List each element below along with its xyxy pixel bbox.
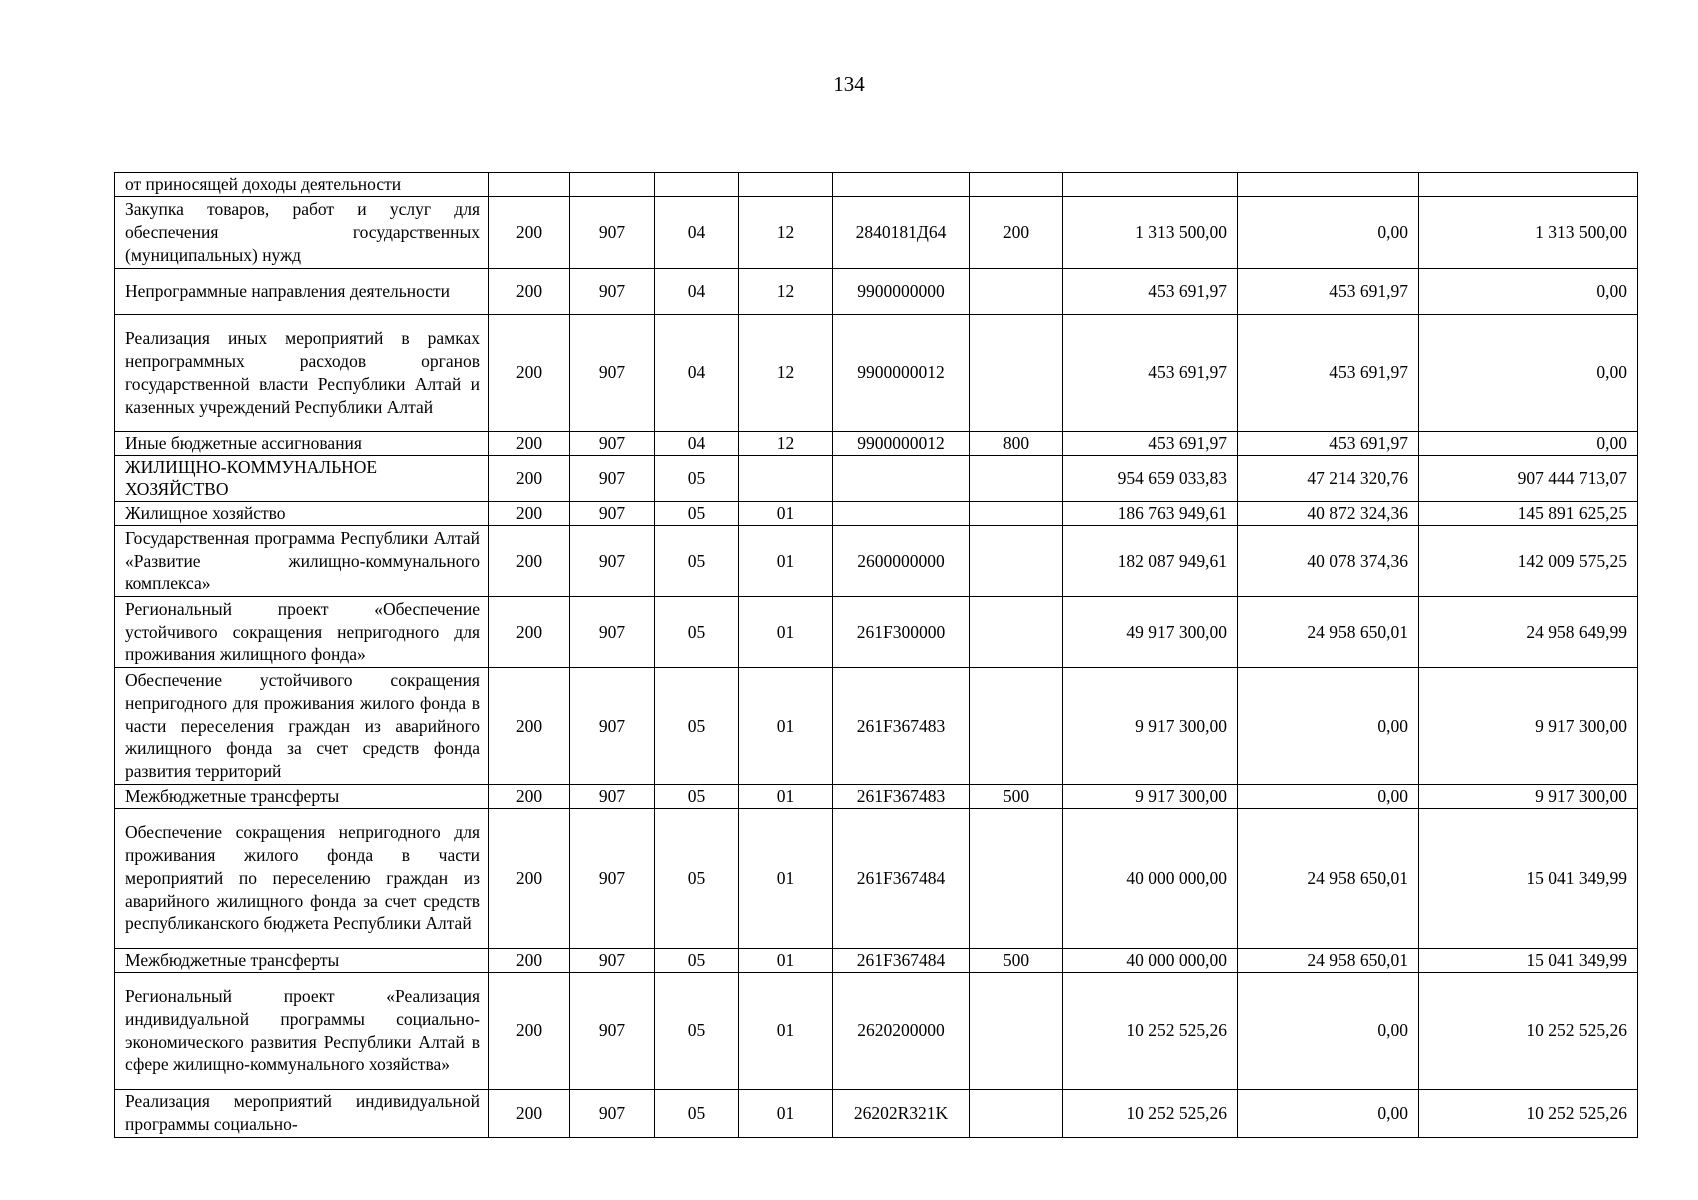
expense-type-cell: 500 <box>970 784 1063 808</box>
subsection-code-cell <box>739 455 833 502</box>
table-row <box>115 596 1638 667</box>
amount-cell-2: 40 078 374,36 <box>1238 525 1419 596</box>
row-name-cell: Обеспечение устойчивого сокращения непригодного для проживания жилого фонда в части переселения граждан из аварийного жилищного фонда за счет средств фонда развития территорий <box>115 667 489 784</box>
total-amount-cell: 453 691,97 <box>1063 431 1238 455</box>
row-name-cell: Непрограммные направления деятельности <box>115 268 489 314</box>
target-article-cell <box>833 455 970 502</box>
amount-cell-2: 453 691,97 <box>1238 431 1419 455</box>
admin-code-cell: 200 <box>489 667 570 784</box>
row-name-cell: Государственная программа Республики Алтай «Развитие жилищно-коммунального комплекса» <box>115 525 489 596</box>
section-code-cell: 05 <box>655 948 739 972</box>
target-article-cell: 261F367483 <box>833 667 970 784</box>
ministry-code-cell: 907 <box>570 196 655 268</box>
amount-cell-3: 907 444 713,07 <box>1419 455 1638 502</box>
ministry-code-cell: 907 <box>570 667 655 784</box>
total-amount-cell: 1 313 500,00 <box>1063 196 1238 268</box>
row-name-cell: Реализация мероприятий индивидуальной программы социально- <box>115 1089 489 1137</box>
total-amount-cell: 453 691,97 <box>1063 314 1238 431</box>
amount-cell-2: 24 958 650,01 <box>1238 596 1419 667</box>
total-amount-cell: 954 659 033,83 <box>1063 455 1238 502</box>
row-name-cell: ЖИЛИЩНО-КОММУНАЛЬНОЕ ХОЗЯЙСТВО <box>115 455 489 502</box>
total-amount-cell: 40 000 000,00 <box>1063 948 1238 972</box>
section-code-cell: 05 <box>655 525 739 596</box>
admin-code-cell: 200 <box>489 972 570 1089</box>
amount-cell-3: 0,00 <box>1419 268 1638 314</box>
ministry-code-cell: 907 <box>570 948 655 972</box>
amount-cell-3: 10 252 525,26 <box>1419 972 1638 1089</box>
section-code-cell: 04 <box>655 268 739 314</box>
ministry-code-cell: 907 <box>570 455 655 502</box>
target-article-cell <box>833 173 970 197</box>
amount-cell-2: 47 214 320,76 <box>1238 455 1419 502</box>
admin-code-cell <box>489 173 570 197</box>
section-code-cell: 05 <box>655 808 739 948</box>
table-row <box>115 196 1638 268</box>
ministry-code-cell <box>570 173 655 197</box>
target-article-cell: 261F300000 <box>833 596 970 667</box>
subsection-code-cell: 12 <box>739 268 833 314</box>
target-article-cell: 261F367483 <box>833 784 970 808</box>
total-amount-cell <box>1063 173 1238 197</box>
amount-cell-3: 9 917 300,00 <box>1419 667 1638 784</box>
ministry-code-cell: 907 <box>570 596 655 667</box>
amount-cell-2: 40 872 324,36 <box>1238 502 1419 526</box>
total-amount-cell: 10 252 525,26 <box>1063 972 1238 1089</box>
row-name-cell: Межбюджетные трансферты <box>115 784 489 808</box>
admin-code-cell: 200 <box>489 502 570 526</box>
amount-cell-2: 24 958 650,01 <box>1238 948 1419 972</box>
amount-cell-3: 1 313 500,00 <box>1419 196 1638 268</box>
subsection-code-cell: 12 <box>739 431 833 455</box>
section-code-cell: 05 <box>655 972 739 1089</box>
target-article-cell: 261F367484 <box>833 948 970 972</box>
target-article-cell: 9900000000 <box>833 268 970 314</box>
subsection-code-cell: 12 <box>739 314 833 431</box>
expense-type-cell <box>970 808 1063 948</box>
expense-type-cell <box>970 525 1063 596</box>
amount-cell-3: 0,00 <box>1419 314 1638 431</box>
total-amount-cell: 9 917 300,00 <box>1063 667 1238 784</box>
total-amount-cell: 10 252 525,26 <box>1063 1089 1238 1137</box>
table-row <box>115 667 1638 784</box>
subsection-code-cell: 01 <box>739 808 833 948</box>
table-body <box>115 173 1638 1138</box>
section-code-cell: 05 <box>655 502 739 526</box>
ministry-code-cell: 907 <box>570 972 655 1089</box>
ministry-code-cell: 907 <box>570 784 655 808</box>
table-row <box>115 314 1638 431</box>
expense-type-cell <box>970 972 1063 1089</box>
table-row <box>115 268 1638 314</box>
section-code-cell: 05 <box>655 1089 739 1137</box>
amount-cell-3: 145 891 625,25 <box>1419 502 1638 526</box>
budget-table <box>114 172 1638 1138</box>
page-number: 134 <box>833 72 865 96</box>
ministry-code-cell: 907 <box>570 314 655 431</box>
subsection-code-cell: 12 <box>739 196 833 268</box>
amount-cell-2: 0,00 <box>1238 972 1419 1089</box>
row-name-cell: Региональный проект «Реализация индивидуальной программы социально-экономического развития Республики Алтай в сфере жилищно-коммунального хозяйства» <box>115 972 489 1089</box>
admin-code-cell: 200 <box>489 314 570 431</box>
ministry-code-cell: 907 <box>570 502 655 526</box>
table-row <box>115 808 1638 948</box>
amount-cell-3: 0,00 <box>1419 431 1638 455</box>
ministry-code-cell: 907 <box>570 525 655 596</box>
subsection-code-cell <box>739 173 833 197</box>
admin-code-cell: 200 <box>489 431 570 455</box>
section-code-cell: 05 <box>655 784 739 808</box>
expense-type-cell <box>970 268 1063 314</box>
expense-type-cell <box>970 314 1063 431</box>
row-name-cell: Закупка товаров, работ и услуг для обеспечения государственных (муниципальных) нужд <box>115 196 489 268</box>
row-name-cell: Жилищное хозяйство <box>115 502 489 526</box>
subsection-code-cell: 01 <box>739 1089 833 1137</box>
amount-cell-3: 15 041 349,99 <box>1419 948 1638 972</box>
amount-cell-2: 0,00 <box>1238 196 1419 268</box>
table-row <box>115 173 1638 197</box>
expense-type-cell <box>970 1089 1063 1137</box>
ministry-code-cell: 907 <box>570 268 655 314</box>
target-article-cell: 2840181Д64 <box>833 196 970 268</box>
amount-cell-2: 453 691,97 <box>1238 314 1419 431</box>
amount-cell-2: 0,00 <box>1238 784 1419 808</box>
section-code-cell <box>655 173 739 197</box>
expense-type-cell <box>970 667 1063 784</box>
admin-code-cell: 200 <box>489 455 570 502</box>
amount-cell-2: 0,00 <box>1238 667 1419 784</box>
row-name-cell: Реализация иных мероприятий в рамках непрограммных расходов органов государственной власти Республики Алтай и казенных учреждений Республики Алтай <box>115 314 489 431</box>
expense-type-cell <box>970 596 1063 667</box>
subsection-code-cell: 01 <box>739 972 833 1089</box>
subsection-code-cell: 01 <box>739 596 833 667</box>
subsection-code-cell: 01 <box>739 525 833 596</box>
ministry-code-cell: 907 <box>570 1089 655 1137</box>
subsection-code-cell: 01 <box>739 784 833 808</box>
target-article-cell: 2600000000 <box>833 525 970 596</box>
expense-type-cell <box>970 502 1063 526</box>
subsection-code-cell: 01 <box>739 502 833 526</box>
amount-cell-3: 142 009 575,25 <box>1419 525 1638 596</box>
row-name-cell: Обеспечение сокращения непригодного для проживания жилого фонда в части мероприятий по переселению граждан из аварийного жилищного фонда за счет средств республиканского бюджета Республики Алтай <box>115 808 489 948</box>
section-code-cell: 05 <box>655 596 739 667</box>
total-amount-cell: 49 917 300,00 <box>1063 596 1238 667</box>
ministry-code-cell: 907 <box>570 808 655 948</box>
target-article-cell <box>833 502 970 526</box>
total-amount-cell: 9 917 300,00 <box>1063 784 1238 808</box>
admin-code-cell: 200 <box>489 1089 570 1137</box>
total-amount-cell: 182 087 949,61 <box>1063 525 1238 596</box>
expense-type-cell: 800 <box>970 431 1063 455</box>
amount-cell-2: 0,00 <box>1238 1089 1419 1137</box>
amount-cell-2: 453 691,97 <box>1238 268 1419 314</box>
admin-code-cell: 200 <box>489 948 570 972</box>
admin-code-cell: 200 <box>489 808 570 948</box>
total-amount-cell: 453 691,97 <box>1063 268 1238 314</box>
expense-type-cell <box>970 455 1063 502</box>
target-article-cell: 26202R321K <box>833 1089 970 1137</box>
row-name-cell: Межбюджетные трансферты <box>115 948 489 972</box>
amount-cell-3 <box>1419 173 1638 197</box>
amount-cell-3: 9 917 300,00 <box>1419 784 1638 808</box>
amount-cell-3: 10 252 525,26 <box>1419 1089 1638 1137</box>
section-code-cell: 04 <box>655 314 739 431</box>
admin-code-cell: 200 <box>489 784 570 808</box>
section-code-cell: 04 <box>655 196 739 268</box>
subsection-code-cell: 01 <box>739 667 833 784</box>
row-name-cell: от приносящей доходы деятельности <box>115 173 489 197</box>
total-amount-cell: 186 763 949,61 <box>1063 502 1238 526</box>
table-row <box>115 972 1638 1089</box>
section-code-cell: 04 <box>655 431 739 455</box>
target-article-cell: 261F367484 <box>833 808 970 948</box>
expense-type-cell: 200 <box>970 196 1063 268</box>
expense-type-cell <box>970 173 1063 197</box>
amount-cell-2: 24 958 650,01 <box>1238 808 1419 948</box>
admin-code-cell: 200 <box>489 196 570 268</box>
table-row <box>115 455 1638 502</box>
table-row <box>115 948 1638 972</box>
admin-code-cell: 200 <box>489 268 570 314</box>
table-row <box>115 431 1638 455</box>
table-row <box>115 1089 1638 1137</box>
amount-cell-3: 24 958 649,99 <box>1419 596 1638 667</box>
amount-cell-3: 15 041 349,99 <box>1419 808 1638 948</box>
admin-code-cell: 200 <box>489 525 570 596</box>
subsection-code-cell: 01 <box>739 948 833 972</box>
row-name-cell: Иные бюджетные ассигнования <box>115 431 489 455</box>
ministry-code-cell: 907 <box>570 431 655 455</box>
table-row <box>115 525 1638 596</box>
amount-cell-2 <box>1238 173 1419 197</box>
total-amount-cell: 40 000 000,00 <box>1063 808 1238 948</box>
table-row <box>115 502 1638 526</box>
section-code-cell: 05 <box>655 667 739 784</box>
target-article-cell: 2620200000 <box>833 972 970 1089</box>
row-name-cell: Региональный проект «Обеспечение устойчивого сокращения непригодного для проживания жилищного фонда» <box>115 596 489 667</box>
admin-code-cell: 200 <box>489 596 570 667</box>
expense-type-cell: 500 <box>970 948 1063 972</box>
section-code-cell: 05 <box>655 455 739 502</box>
table-row <box>115 784 1638 808</box>
target-article-cell: 9900000012 <box>833 431 970 455</box>
target-article-cell: 9900000012 <box>833 314 970 431</box>
